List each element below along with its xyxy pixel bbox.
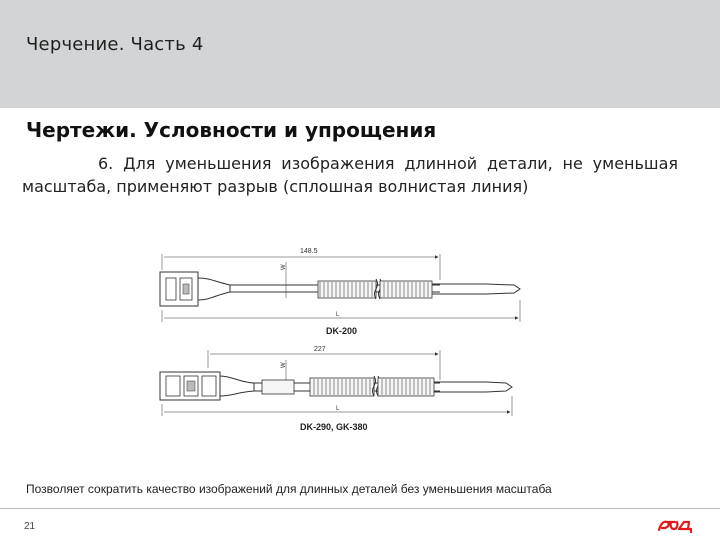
dimension-label-top: 148.5 xyxy=(300,248,318,255)
model-caption-bottom: DK-290, GK-380 xyxy=(300,422,368,432)
footer-divider xyxy=(0,508,720,509)
length-label-top: L xyxy=(336,312,340,318)
page-number: 21 xyxy=(24,521,36,532)
height-label-top: W xyxy=(281,264,287,270)
rzd-logo-icon xyxy=(656,515,696,535)
presentation-section-title: Черчение. Часть 4 xyxy=(26,34,204,55)
height-label-bottom: W xyxy=(281,362,287,368)
length-label-bottom: L xyxy=(336,406,340,412)
slide-body-text: 6. Для уменьшения изображения длинной детали, не уменьшая масштаба, применяют разрыв (сплошная волнистая линия) xyxy=(22,154,678,196)
dimension-label-bottom: 227 xyxy=(314,346,326,353)
slide-title: Чертежи. Условности и упрощения xyxy=(26,118,437,142)
model-caption-top: DK-200 xyxy=(326,326,358,336)
footnote: Позволяет сократить качество изображений для длинных деталей без уменьшения масштаба xyxy=(26,482,552,496)
tie-dk290-gk380 xyxy=(160,346,512,432)
cable-tie-drawing xyxy=(150,240,530,450)
tie-dk200 xyxy=(160,248,520,336)
